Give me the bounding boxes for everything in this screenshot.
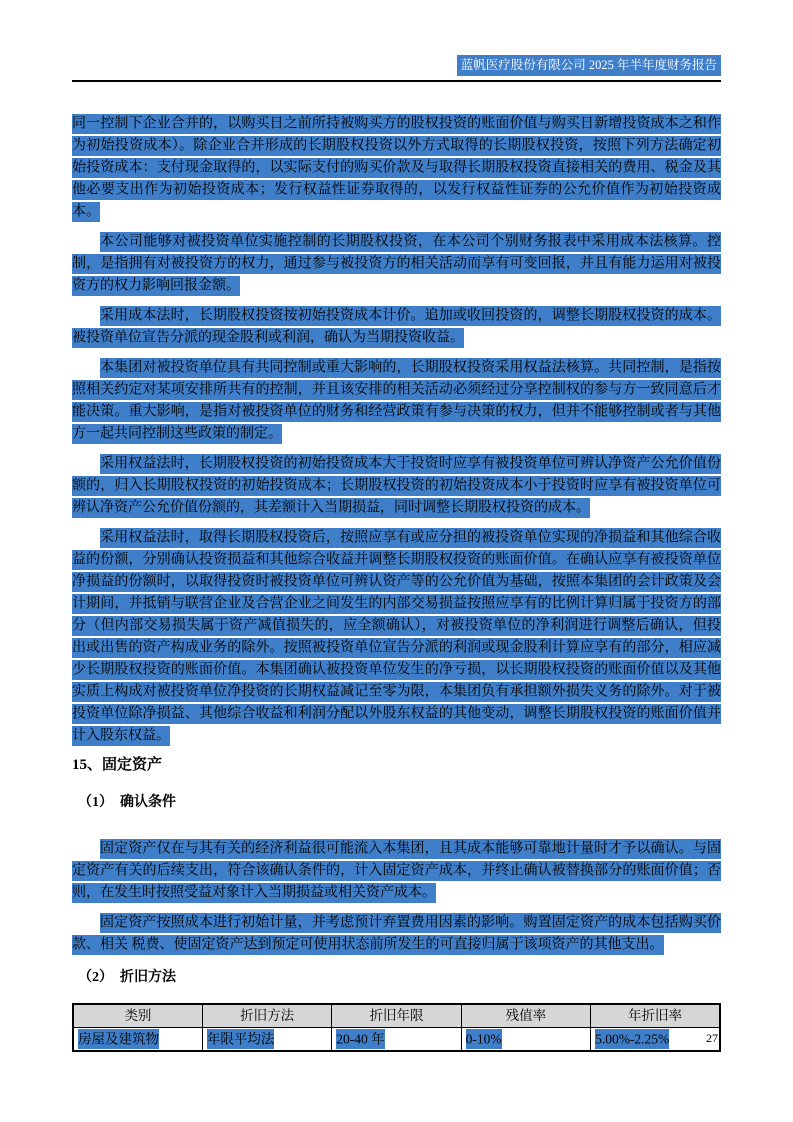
highlighted-text: 本集团对被投资单位具有共同控制或重大影响的，长期股权投资采用权益法核算。共同控制，是指按照相关约定对某项安排所共有的控制，并且该安排的相关活动必须经过分享控制权的参与方一致同意后才能决策。重大影响，是指对被投资单位的财务和经营政策有参与决策的权力，但并不能够控制或者与其他方一起共同控制这些政策的制定。 (72, 358, 721, 444)
paragraph-4 (72, 357, 721, 445)
section-heading-fixed-assets: 15、固定资产 (72, 757, 163, 773)
highlighted-text: 0-10% (466, 1029, 502, 1049)
paragraph-8 (72, 912, 721, 956)
table-cell-method (202, 1028, 331, 1052)
highlighted-text: 采用权益法时，长期股权投资的初始投资成本大于投资时应享有被投资单位可辨认净资产公允价值份额的，归入长期股权投资的初始投资成本；长期股权投资的初始投资成本小于投资时应享有被投资单位可辨认净资产公允价值份额的，其差额计入当期损益，同时调整长期股权投资的成本。 (72, 454, 721, 518)
paragraph-7 (72, 838, 721, 904)
table-cell-category (73, 1028, 202, 1052)
report-title: 蓝帆医疗股份有限公司 2025 年半年度财务报告 (457, 55, 721, 76)
table-cell-residual-rate (461, 1028, 590, 1052)
highlighted-text: 固定资产按照成本进行初始计量，并考虑预计弃置费用因素的影响。购置固定资产的成本包括购买价款、相关 税费、使固定资产达到预定可使用状态前所发生的可直接归属于该项资产的其他支出。 (72, 913, 721, 955)
table-row (73, 1028, 720, 1052)
highlighted-text: 采用权益法时，取得长期股权投资后，按照应享有或应分担的被投资单位实现的净损益和其他综合收益的份额，分别确认投资损益和其他综合收益并调整长期股权投资的账面价值。在确认应享有被投资单位净损益的份额时，以取得投资时被投资单位可辨认资产等的公允价值为基础，按照本集团的会计政策及会计期间，并抵销与联营企业及合营企业之间发生的内部交易损益按照应享有的比例计算归属于投资方的部分（但内部交易损失属于资产减值损失的，应全额确认），对被投资单位的净利润进行调整后确认，但投出或出售的资产构成业务的除外。按照被投资单位宣告分派的利润或现金股利计算应享有的部分，相应减少长期股权投资的账面价值。本集团确认被投资单位发生的净亏损，以长期股权投资的账面价值以及其他实质上构成对被投资单位净投资的长期权益减记至零为限，本集团负有承担额外损失义务的除外。对于被投资单位除净损益、其他综合收益和利润分配以外股东权益的其他变动，调整长期股权投资的账面价值并计入股东权益。 (72, 528, 721, 746)
subsection-heading-recognition-criteria: （1） 确认条件 (78, 795, 176, 810)
table-header-cell-category: 类别 (73, 1004, 202, 1028)
paragraph-6 (72, 527, 721, 747)
table-header-cell-life: 折旧年限 (332, 1004, 461, 1028)
table-header-cell-method: 折旧方法 (202, 1004, 331, 1028)
highlighted-text: 本公司能够对被投资单位实施控制的长期股权投资，在本公司个别财务报表中采用成本法核算。控制，是指拥有对被投资方的权力，通过参与被投资方的相关活动而享有可变回报，并且有能力运用对被投资方的权力影响回报金额。 (72, 232, 721, 296)
paragraph-2 (72, 231, 721, 297)
paragraph-5 (72, 453, 721, 519)
page-header (0, 0, 793, 77)
page-content (72, 113, 721, 1052)
highlighted-text: 采用成本法时，长期股权投资按初始投资成本计价。追加或收回投资的，调整长期股权投资的成本。被投资单位宣告分派的现金股利或利润，确认为当期投资收益。 (72, 306, 721, 348)
table-header-cell-annual-rate: 年折旧率 (591, 1004, 720, 1028)
highlighted-text: 固定资产仅在与其有关的经济利益很可能流入本集团，且其成本能够可靠地计量时才予以确认。与固定资产有关的后续支出，符合该确认条件的，计入固定资产成本，并终止确认被替换部分的账面价值；否则，在发生时按照受益对象计入当期损益或相关资产成本。 (72, 839, 721, 903)
highlighted-text: 20-40 年 (336, 1029, 384, 1049)
table-cell-life (332, 1028, 461, 1052)
table-header-cell-residual-rate: 残值率 (461, 1004, 590, 1028)
highlighted-text: 同一控制下企业合并的，以购买日之前所持被购买方的股权投资的账面价值与购买日新增投资成本之和作为初始投资成本）。除企业合并形成的长期股权投资以外方式取得的长期股权投资，按照下列方法确定初始投资成本：支付现金取得的，以实际支付的购买价款及与取得长期股权投资直接相关的费用、税金及其他必要支出作为初始投资成本；发行权益性证券取得的，以发行权益性证券的公允价值作为初始投资成本。 (72, 114, 721, 222)
paragraph-3 (72, 305, 721, 349)
highlighted-text: 房屋及建筑物 (78, 1029, 159, 1049)
table-cell-annual-rate (591, 1028, 720, 1052)
paragraph-1 (72, 113, 721, 223)
highlighted-text: 5.00%-2.25% (595, 1029, 669, 1049)
highlighted-text: 年限平均法 (207, 1029, 275, 1049)
depreciation-table (72, 1003, 721, 1052)
table-header-row (73, 1004, 720, 1028)
header-rule (72, 80, 721, 82)
subsection-heading-depreciation-method: （2） 折旧方法 (78, 970, 176, 985)
page-number: 27 (706, 1031, 718, 1045)
